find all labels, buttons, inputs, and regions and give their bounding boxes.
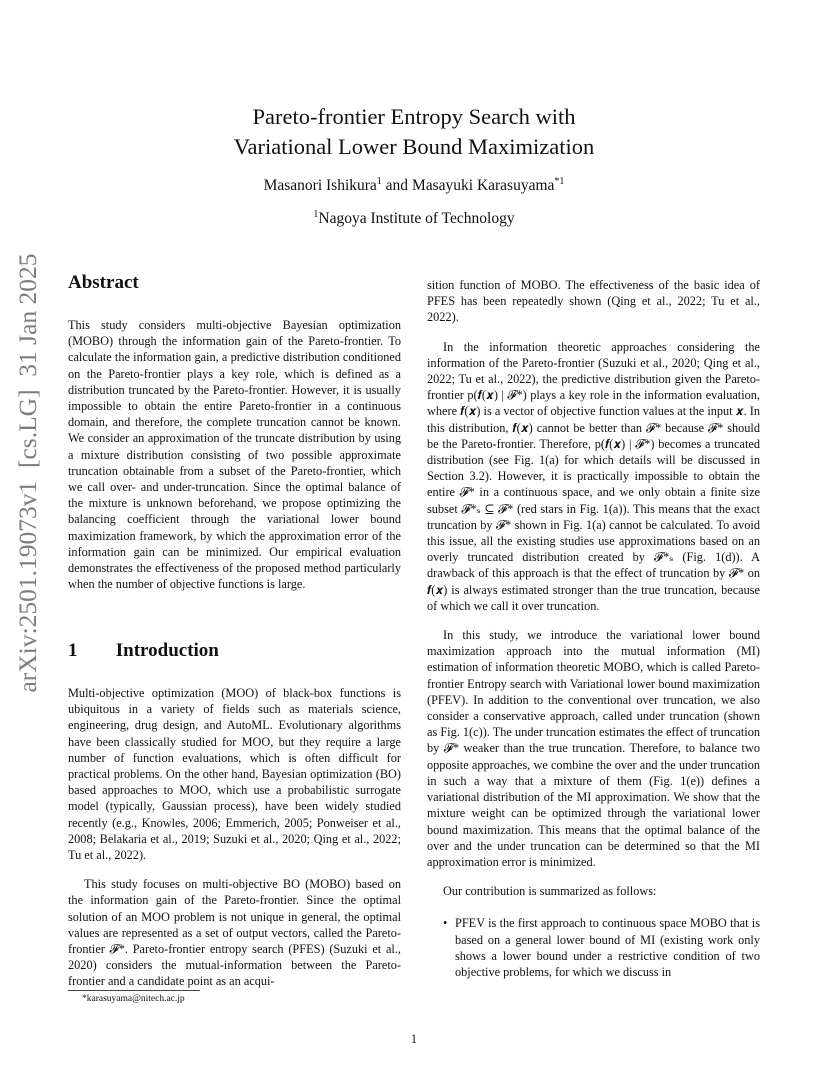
author-1: Masanori Ishikura bbox=[263, 177, 377, 195]
authors bbox=[0, 176, 828, 195]
intro-paragraph-1: Multi-objective optimization (MOO) of black-box functions is ubiquitous in a variety of fields such as materials science, engineering, drug design, and AutoML. Evolutionary algorithms have been classically studied for MOO, but they require a large number of function evaluations, which is often difficult for practical problems. On the other hand, Bayesian optimization (BO) based approaches to MOO, which use a probabilistic surrogate model (typically, Gaussian process), have been widely studied recently (e.g., Knowles, 2006; Emmerich, 2005; Ponweiser et al., 2008; Belakaria et al., 2019; Suzuki et al., 2020; Qing et al., 2022; Tu et al., 2022). bbox=[68, 686, 401, 863]
right-column bbox=[427, 277, 760, 980]
title-line-2: Variational Lower Bound Maximization bbox=[233, 134, 595, 159]
right-paragraph-1: In the information theoretic approaches considering the information of the Pareto-frontier (Suzuki et al., 2020; Qing et al., 2022; Tu et al., 2022), the predictive distribution given the Pareto-frontier p(𝒇(𝒙) | 𝓕*) plays a key role in the information evaluation, where 𝒇(𝒙) is a vector of objective function values at the input 𝒙. In this distribution, 𝒇(𝒙) cannot be better than 𝓕* because 𝓕* should be the Pareto-frontier. Therefore, p(𝒇(𝒙) | 𝓕*) becomes a truncated distribution (see Fig. 1(a) for which details will be discussed in Section 3.2). However, it is practically impossible to obtain the entire 𝓕* in a continuous space, and we only obtain a finite size subset 𝓕*ₛ ⊆ 𝓕* (red stars in Fig. 1(a)). This means that the exact truncation by 𝓕* shown in Fig. 1(a) cannot be calculated. To avoid this issue, all the existing studies use approximations based on an overly truncated distribution created by 𝓕*ₛ (Fig. 1(d)). A drawback of this approach is that the effect of truncation by 𝓕* on 𝒇(𝒙) is always estimated stronger than the true truncation, because of which we call it over truncation. bbox=[427, 339, 760, 613]
author-1-mark: 1 bbox=[376, 176, 382, 187]
affiliation bbox=[0, 209, 828, 228]
intro-paragraph-2: This study focuses on multi-objective BO (MOBO) based on the information gain of the Pareto-frontier. Since the optimal solution of an MOO problem is not unique in general, the optimal values are represented as a set of output vectors, called the Pareto-frontier 𝓕*. Pareto-frontier entropy search (PFES) (Suzuki et al., 2020) considers the mutual-information between the Pareto-frontier and a candidate point as an acqui- bbox=[68, 877, 401, 989]
author-2: Masayuki Karasuyama bbox=[411, 177, 555, 195]
affiliation-mark: 1 bbox=[313, 209, 319, 220]
introduction-heading: 1 Introduction bbox=[68, 640, 219, 661]
contribution-bullet-1: • PFEV is the first approach to continuous space MOBO that is based on a general lower bound of MI (existing work only shows a lower bound under a restrictive condition of two objective problems, for which we discuss in bbox=[443, 915, 760, 980]
author-2-mark: *1 bbox=[554, 176, 565, 187]
footnote-rule bbox=[68, 990, 200, 991]
contribution-list bbox=[427, 915, 760, 980]
right-paragraph-2: In this study, we introduce the variational lower bound maximization approach into the mutual information (MI) estimation of information theoretic MOBO, which is called Pareto-frontier Entropy search with Variational lower bound maximization (PFEV). In addition to the conventional over truncation, we also consider a conservative approach, called under truncation (shown as Fig. 1(c)). The under truncation estimates the effect of truncation by 𝓕* weaker than the true truncation. Therefore, to balance two opposite approaches, we combine the over and the under truncation in such a way that a mixture of them (Fig. 1(e)) defines a variational distribution of the MI approximation. We show that the mixture weight can be optimized through the variational lower bound maximization. This means that the optimal balance of the over and the under truncation can be determined so that the MI approximation error is minimized. bbox=[427, 628, 760, 869]
paper-title bbox=[0, 102, 828, 162]
right-paragraph-0: sition function of MOBO. The effectiveness of the basic idea of PFES has been repeatedly shown (Qing et al., 2022; Tu et al., 2022). bbox=[427, 278, 760, 325]
footnote-email: *karasuyama@nitech.ac.jp bbox=[82, 994, 185, 1004]
intro-left-column bbox=[68, 685, 401, 1003]
abstract-column bbox=[68, 317, 401, 605]
and-word: and bbox=[385, 177, 409, 195]
arxiv-identifier: arXiv:2501.19073v1 [cs.LG] 31 Jan 2025 bbox=[13, 252, 42, 693]
abstract-heading: Abstract bbox=[68, 272, 139, 293]
arxiv-sidebar bbox=[13, 252, 42, 693]
abstract-text: This study considers multi-objective Bayesian optimization (MOBO) through the information gain of the Pareto-frontier. To calculate the information gain, a predictive distribution conditioned on the Pareto-frontier plays a key role, which is defined as a distribution truncated by the Pareto-frontier. However, it is usually impossible to obtain the entire Pareto-frontier in a continuous domain, and therefore, the complete truncation cannot be known. We consider an approximation of the truncate distribution by using a mixture distribution consisting of two possible approximate truncation obtainable from a subset of the Pareto-frontier, which we call over- and under-truncation. Since the optimal balance of the mixture is unknown beforehand, we propose optimizing the balancing coefficient through the variational lower bound maximization framework, by which the approximation error of the information gain can be minimized. Our empirical evaluation demonstrates the effectiveness of the proposed method particularly when the number of objective functions is large. bbox=[68, 318, 401, 592]
affiliation-text: Nagoya Institute of Technology bbox=[318, 210, 515, 228]
page-number: 1 bbox=[410, 1032, 418, 1046]
title-line-1: Pareto-frontier Entropy Search with bbox=[252, 104, 576, 129]
right-paragraph-3: Our contribution is summarized as follows: bbox=[443, 884, 657, 899]
